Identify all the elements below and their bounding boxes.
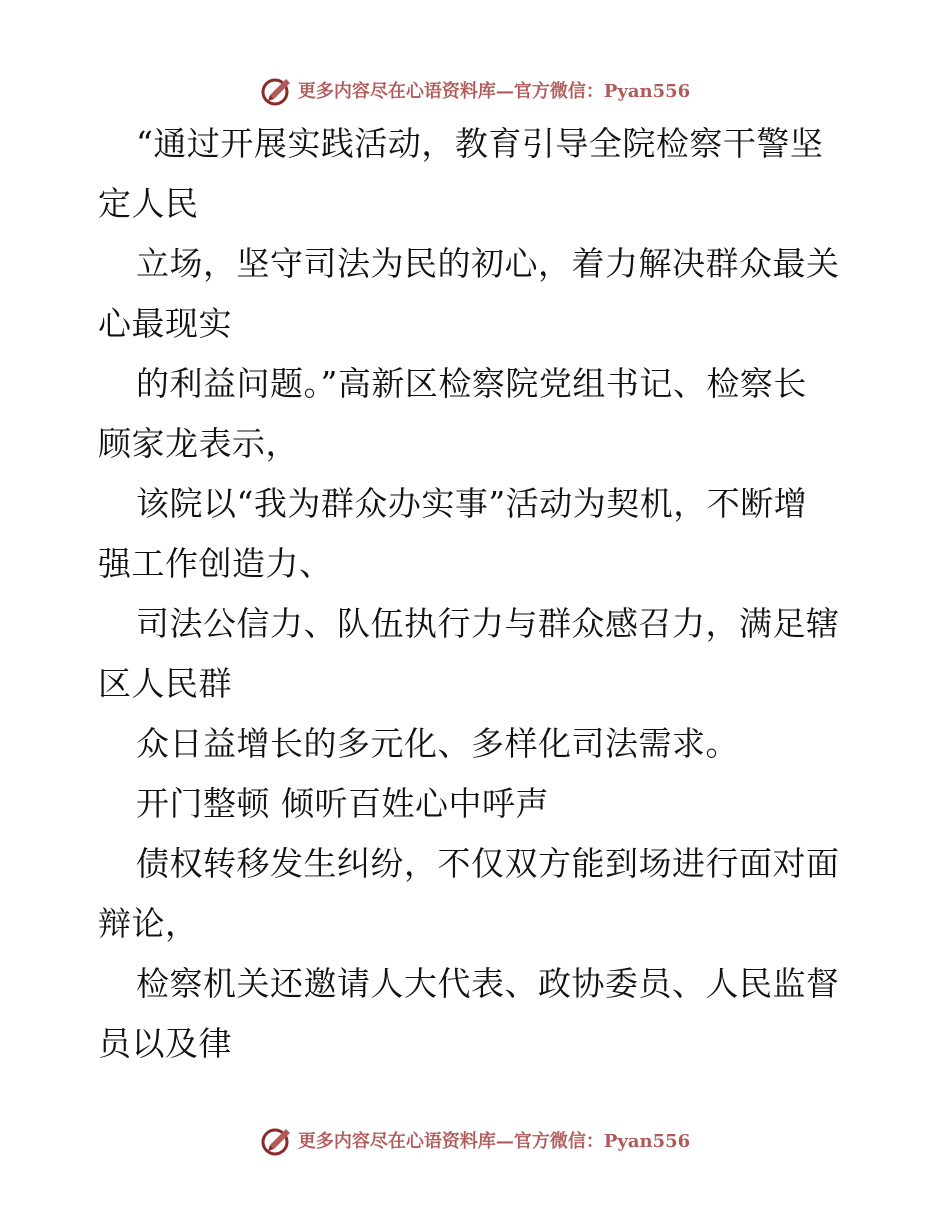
body-line: 检察机关还邀请人大代表、政协委员、人民监督 [136,964,840,1003]
pen-logo-icon [260,73,294,107]
body-line: “通过开展实践活动，教育引导全院检察干警坚 [136,124,824,163]
body-line: 该院以“我为群众办实事”活动为契机，不断增 [136,484,808,523]
body-line: 心最现实 [98,304,232,343]
body-line: 员以及律 [98,1024,232,1063]
body-line: 强工作创造力、 [98,544,333,583]
body-line: 立场，坚守司法为民的初心，着力解决群众最关 [136,244,840,283]
body-line: 债权转移发生纠纷，不仅双方能到场进行面对面 [136,844,840,883]
body-line: 辩论， [98,904,199,943]
footer-watermark-banner [0,1120,950,1160]
pen-logo-icon [260,1123,294,1157]
body-line: 司法公信力、队伍执行力与群众感召力，满足辖 [136,604,840,643]
body-line: 区人民群 [98,664,232,703]
footer-watermark-text: 更多内容尽在心语资料库—官方微信：Pyan556 [297,1131,691,1152]
body-line: 众日益增长的多元化、多样化司法需求。 [136,724,739,763]
header-watermark-banner [0,70,950,110]
body-line: 的利益问题。”高新区检察院党组书记、检察长 [136,364,807,403]
section-heading: 开门整顿 倾听百姓心中呼声 [136,784,549,823]
body-line: 定人民 [98,184,199,223]
body-line: 顾家龙表示， [98,424,299,463]
header-watermark-text: 更多内容尽在心语资料库—官方微信：Pyan556 [297,81,691,102]
document-body [98,124,858,1084]
